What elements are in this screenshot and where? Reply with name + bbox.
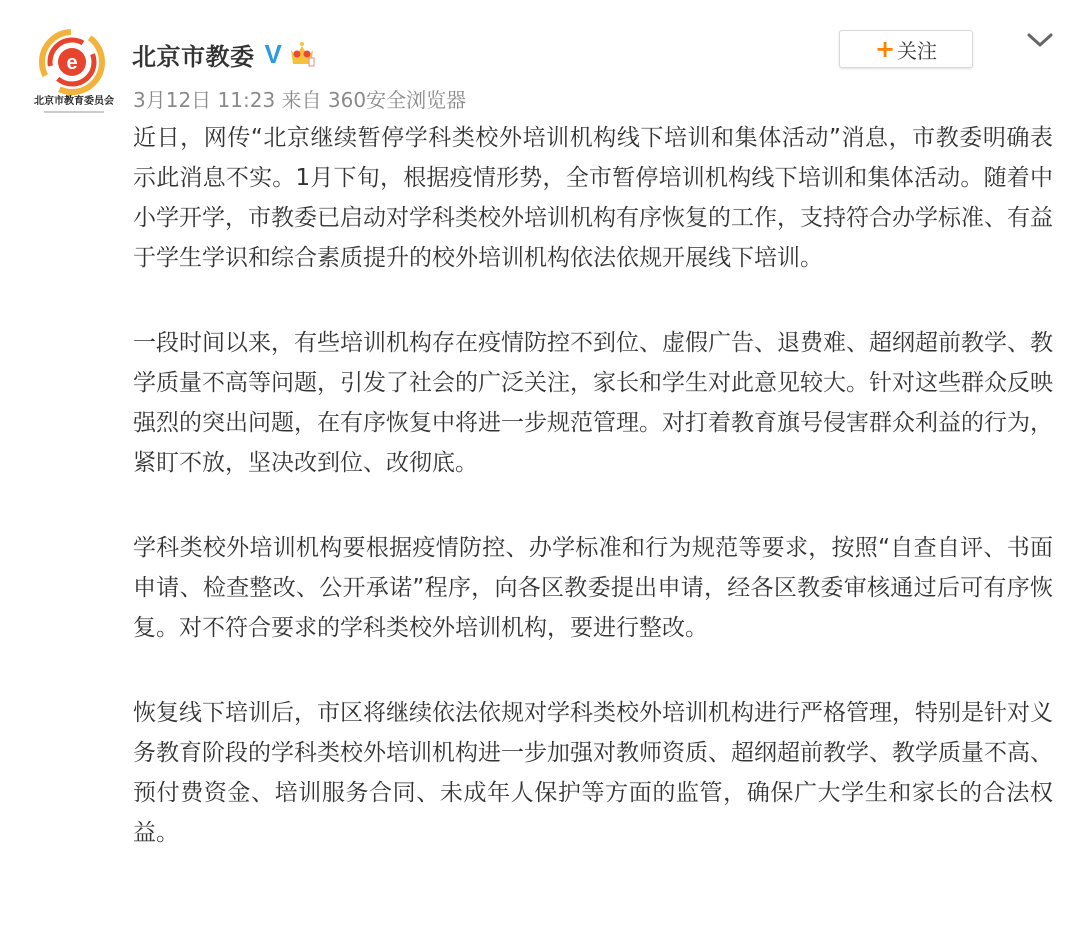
verified-v-icon[interactable]: V <box>264 39 282 69</box>
post-meta <box>133 84 466 113</box>
post-date[interactable]: 3月12日 <box>133 88 212 112</box>
chevron-down-icon[interactable] <box>1026 30 1054 50</box>
author-row <box>132 36 316 72</box>
crown-member-icon[interactable] <box>288 40 316 68</box>
paragraph-3: 学科类校外培训机构要根据疫情防控、办学标准和行为规范等要求，按照“自查自评、书面申请、检查整改、公开承诺”程序，向各区教委提出申请，经各区教委审核通过后可有序恢复。对不符合要求的学科类校外培训机构，要进行整改。 <box>133 535 1053 641</box>
svg-text:e: e <box>66 52 78 74</box>
beijing-education-logo-icon <box>22 24 126 120</box>
paragraph-1: 近日，网传“北京继续暂停学科类校外培训机构线下培训和集体活动”消息，市教委明确表示此消息不实。1月下旬，根据疫情形势，全市暂停培训机构线下培训和集体活动。随着中小学开学，市教委已启动对学科类校外培训机构有序恢复的工作，支持符合办学标准、有益于学生学识和综合素质提升的校外培训机构依法依规开展线下培训。 <box>133 125 1053 271</box>
source-prefix: 来自 <box>281 88 322 112</box>
paragraph-2: 一段时间以来，有些培训机构存在疫情防控不到位、虚假广告、退费难、超纲超前教学、教学质量不高等问题，引发了社会的广泛关注，家长和学生对此意见较大。针对这些群众反映强烈的突出问题，在有序恢复中将进一步规范管理。对打着教育旗号侵害群众利益的行为，紧盯不放，坚决改到位、改彻底。 <box>133 330 1053 476</box>
post-time[interactable]: 11:23 <box>217 88 276 112</box>
plus-icon: + <box>874 35 896 63</box>
avatar[interactable] <box>22 24 126 120</box>
follow-button[interactable] <box>839 30 973 68</box>
post-content <box>133 118 1053 898</box>
paragraph-4: 恢复线下培训后，市区将继续依法依规对学科类校外培训机构进行严格管理，特别是针对义务教育阶段的学科类校外培训机构进一步加强对教师资质、超纲超前教学、教学质量不高、预付费资金、培训服务合同、未成年人保护等方面的监管，确保广大学生和家长的合法权益。 <box>133 700 1053 846</box>
svg-text:北京市教育委员会: 北京市教育委员会 <box>34 96 114 107</box>
author-name[interactable]: 北京市教委 <box>132 42 255 71</box>
follow-label: 关注 <box>897 38 938 63</box>
post-source[interactable]: 360安全浏览器 <box>327 88 467 112</box>
